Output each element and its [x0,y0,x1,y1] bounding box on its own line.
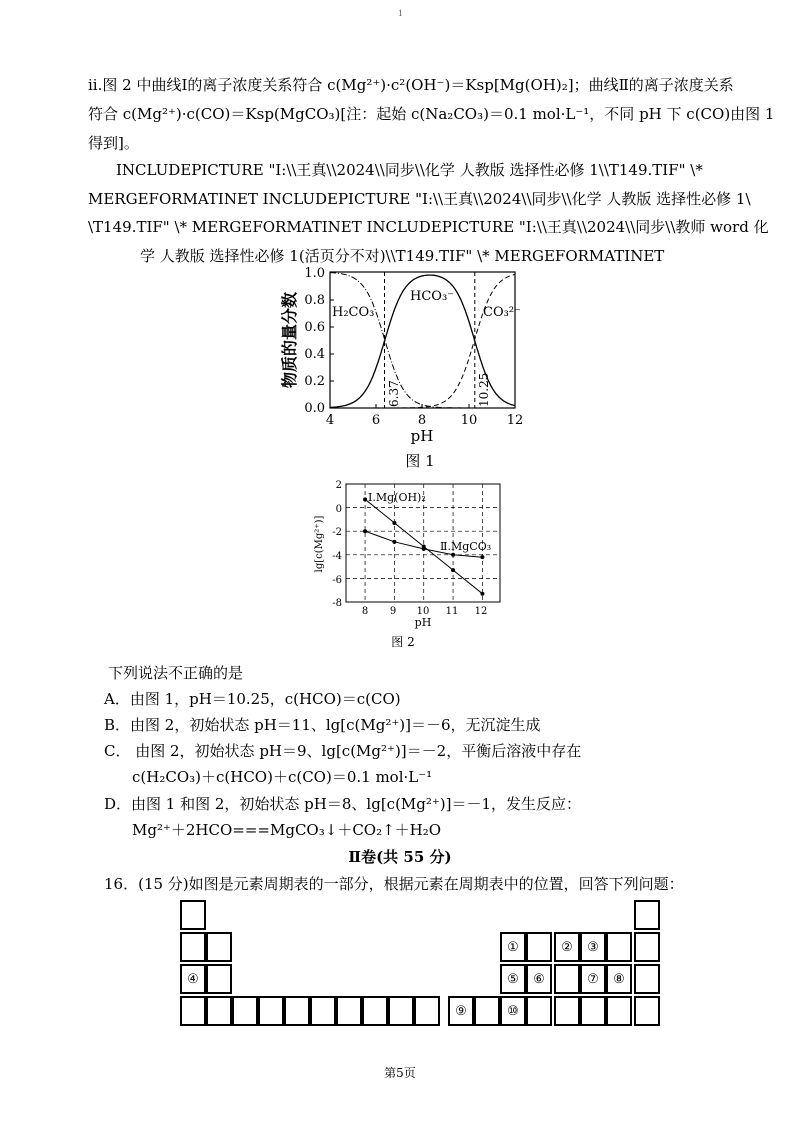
pt-cell-r2-g2 [206,932,232,962]
fig2-xtick-1: 9 [389,606,397,617]
fig2-point [363,529,367,533]
fig2-point [480,592,484,596]
pt-cell-r4 [526,996,552,1026]
pt-cell-mark-4: ④ [180,964,206,994]
fig2-ytick-1: 0 [335,504,342,515]
fig1-ylabel: 物质的量分数 [280,291,299,389]
fig2-xtick-4: 12 [474,606,488,617]
fieldcode-line-1: INCLUDEPICTURE "I:\\王真\\2024\\同步\\化学 人教版 选择性必修 1\\T149.TIF" \* [116,161,703,179]
fig2-caption: 图 2 [391,635,415,649]
figure-2-chart [300,476,520,656]
pt-cell-r3-g15 [554,964,580,994]
fig1-xtick-3: 10 [460,413,478,428]
fig2-label-mgco3: Ⅱ.MgCO₃ [440,540,492,553]
pt-cell-r4 [362,996,388,1026]
intro-line-1: ii.图 2 中曲线Ⅰ的离子浓度关系符合 c(Mg²⁺)·c²(OH⁻)＝Ksp[Mg(OH)₂]；曲线Ⅱ的离子浓度关系 [88,76,734,94]
fig2-point [363,497,367,501]
pt-cell-r2-g1 [180,932,206,962]
pt-cell-r4 [206,996,232,1026]
fig1-ytick-2: 0.4 [304,347,325,362]
pt-cell-r4 [310,996,336,1026]
fig1-y-ticks [304,266,325,416]
fieldcode-line-3: \T149.TIF" \* MERGEFORMATINET INCLUDEPICTURE "I:\\王真\\2024\\同步\\教师 word 化 [88,218,769,236]
fieldcode-line-4: 学 人教版 选择性必修 1(活页分不对)\\T149.TIF" \* MERGEFORMATINET [140,247,665,265]
option-b: B．由图 2，初始状态 pH＝11、lg[c(Mg²⁺)]＝－6，无沉淀生成 [104,716,541,734]
fig1-label-co3: CO₃²⁻ [483,305,521,320]
question-stem: 下列说法不正确的是 [108,664,244,682]
fieldcode-line-2: MERGEFORMATINET INCLUDEPICTURE "I:\\王真\\2024\\同步\\化学 人教版 选择性必修 1\ [88,190,751,208]
fig2-ytick-3: -4 [332,551,342,562]
fig2-ytick-4: -6 [332,575,342,586]
fig1-pka1-label: 6.37 [387,380,401,407]
fig2-xtick-2: 10 [416,606,430,617]
intro-line-3: 得到]。 [88,134,139,152]
pt-cell-r1-g1 [180,900,206,930]
fig1-ytick-1: 0.2 [304,374,325,389]
option-c: C． 由图 2，初始状态 pH＝9、lg[c(Mg²⁺)]＝－2，平衡后溶液中存在 [104,742,582,760]
pt-cell-mark-10: ⑩ [500,996,526,1026]
pt-cell-r2-g18 [634,932,660,962]
pt-cell-r4 [180,996,206,1026]
fig1-ytick-0: 0.0 [304,401,325,416]
fig2-xtick-0: 8 [361,606,369,617]
pt-cell-r4 [580,996,606,1026]
fig2-xlabel: pH [414,616,432,629]
section-title: Ⅱ卷(共 55 分) [348,848,452,866]
figure-1-chart [270,262,540,472]
pt-cell-r4 [336,996,362,1026]
fig1-xtick-4: 12 [506,413,524,428]
pt-cell-r4 [606,996,632,1026]
fig1-label-hco3: HCO₃⁻ [410,289,455,304]
pt-cell-r4 [554,996,580,1026]
pt-cell-mark-3: ③ [580,932,606,962]
pt-cell-mark-5: ⑤ [500,964,526,994]
pt-cell-r4 [414,996,440,1026]
option-a: A．由图 1，pH＝10.25，c(HCO)＝c(CO) [104,690,401,708]
fig2-xtick-3: 11 [445,606,459,617]
pt-cell-r2-g14 [526,932,552,962]
fig2-label-mgoh2: Ⅰ.Mg(OH)₂ [368,491,426,504]
pt-cell-r1-g18 [634,900,660,930]
pt-cell-mark-6: ⑥ [526,964,552,994]
fig2-y-ticks [332,480,342,609]
periodic-table [180,900,662,1030]
fig1-caption: 图 1 [405,452,435,470]
pt-cell-r3-g18 [634,964,660,994]
fig2-point [480,555,484,559]
page-number: 第5页 [384,1066,416,1080]
pt-cell-mark-8: ⑧ [606,964,632,994]
fig1-xtick-1: 6 [371,413,381,428]
pt-cell-r4 [258,996,284,1026]
option-c-cont: c(H₂CO₃)＋c(HCO)＋c(CO)＝0.1 mol·L⁻¹ [132,768,433,786]
fig2-ytick-0: 2 [335,480,342,491]
pt-cell-r2-g17 [606,932,632,962]
pt-cell-r4 [232,996,258,1026]
fig1-xtick-2: 8 [417,413,427,428]
pt-cell-r4 [388,996,414,1026]
fig2-ylabel: lg[c(Mg²⁺)] [314,515,325,573]
pt-cell-r3-g2 [206,964,232,994]
fig2-point [451,553,455,557]
fig1-ytick-3: 0.6 [304,320,325,335]
fig1-ytick-4: 0.8 [304,293,325,308]
fig2-point [392,521,396,525]
fig1-xtick-0: 4 [325,413,335,428]
pt-cell-r4 [634,996,660,1026]
pt-cell-mark-2: ② [554,932,580,962]
fig1-label-h2co3: H₂CO₃ [332,305,375,320]
option-d: D．由图 1 和图 2，初始状态 pH＝8、lg[c(Mg²⁺)]＝－1，发生反应： [104,795,582,813]
intro-line-2: 符合 c(Mg²⁺)·c(CO)＝Ksp(MgCO₃)[注：起始 c(Na₂CO₃)＝0.1 mol·L⁻¹，不同 pH 下 c(CO)由图 1 [88,105,775,123]
pt-cell-r4 [474,996,500,1026]
fig2-ytick-2: -2 [332,527,342,538]
fig1-pka2-label: 10.25 [477,372,491,407]
fig2-point [451,568,455,572]
fig2-point [392,540,396,544]
fig1-xlabel: pH [410,427,434,445]
pt-cell-mark-1: ① [500,932,526,962]
option-d-cont: Mg²⁺＋2HCO===MgCO₃↓＋CO₂↑＋H₂O [132,821,442,839]
pt-cell-r4 [284,996,310,1026]
fig2-ytick-5: -8 [332,598,342,609]
fig1-x-ticks [326,413,523,428]
header-mark: 1 [398,8,403,18]
fig2-point [422,547,426,551]
q16-text: 16．(15 分)如图是元素周期表的一部分，根据元素在周期表中的位置，回答下列问题： [104,875,684,893]
pt-cell-mark-7: ⑦ [580,964,606,994]
pt-cell-mark-9: ⑨ [448,996,474,1026]
fig1-ytick-5: 1.0 [304,266,325,281]
